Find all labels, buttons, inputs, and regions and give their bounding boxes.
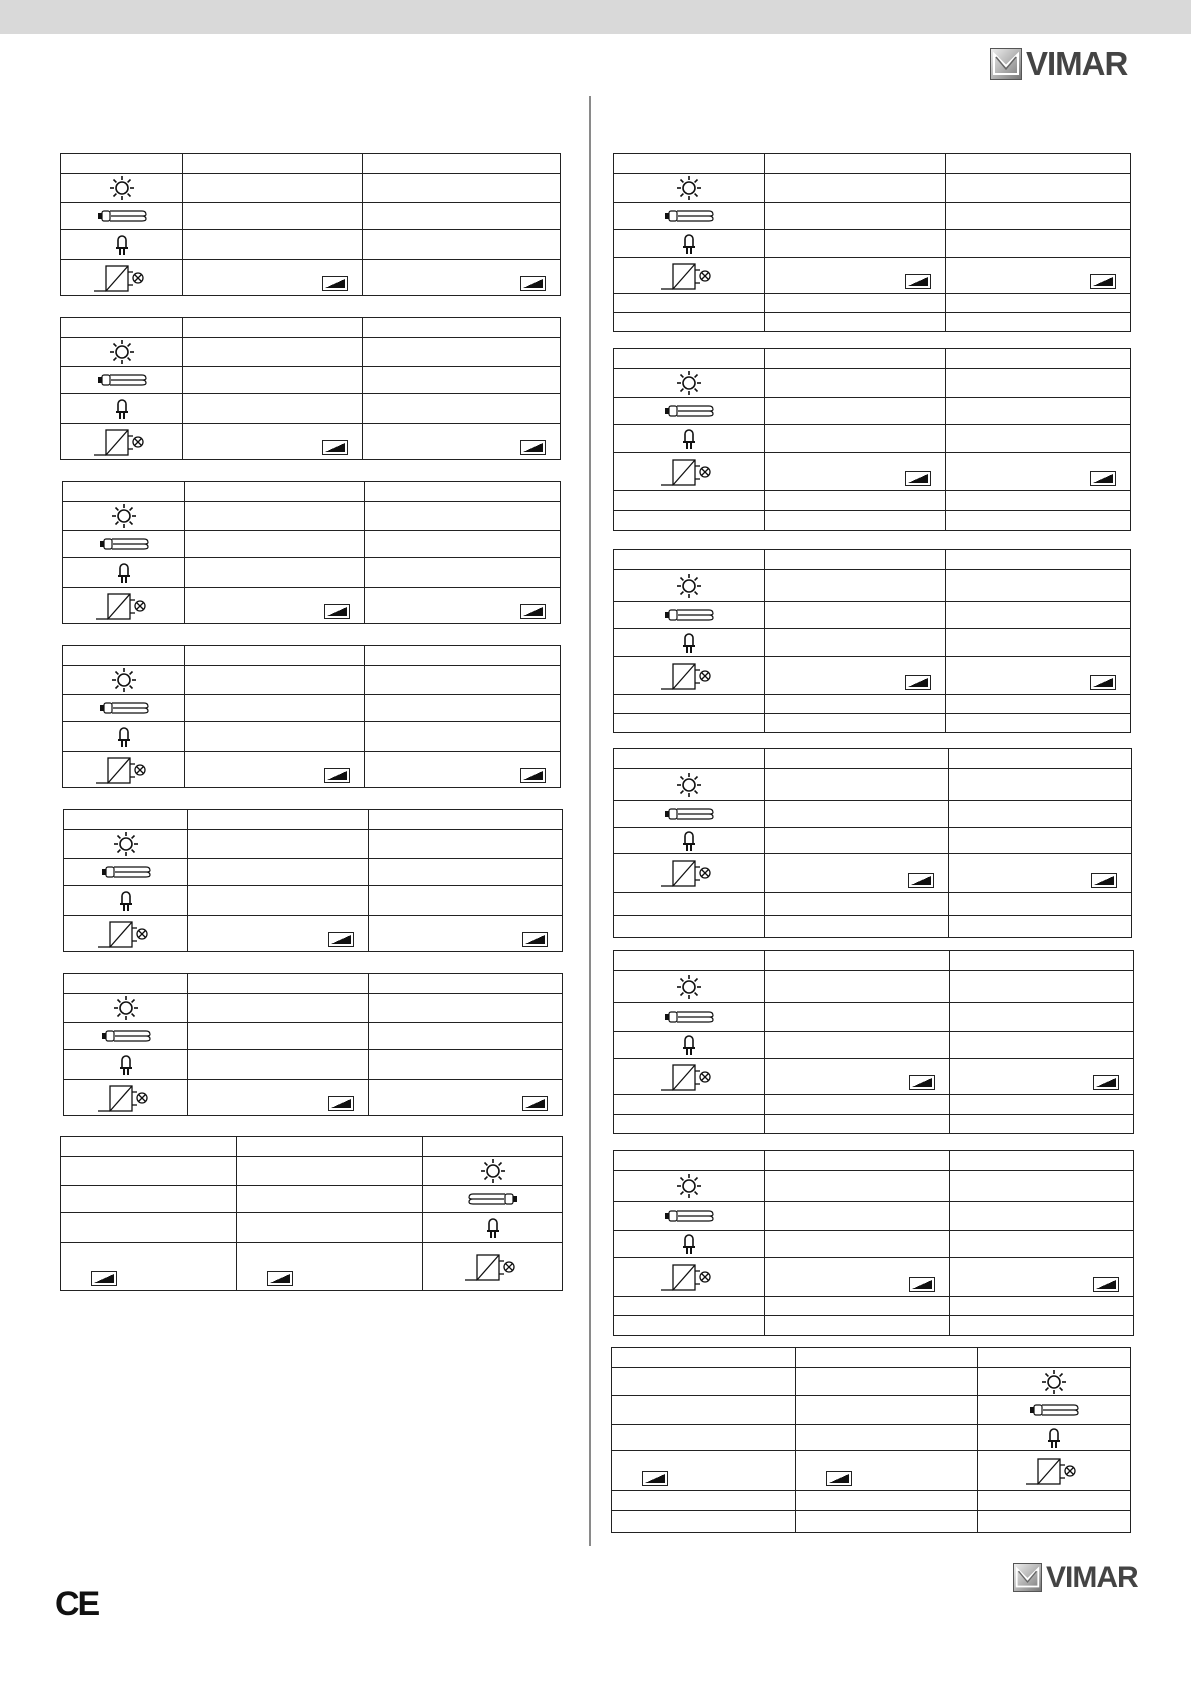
vimar-logo-text: VIMAR [1026, 45, 1128, 82]
transformer-lamp-icon [614, 258, 765, 294]
fluorescent-lamp-icon [63, 695, 185, 722]
transformer-lamp-icon [614, 657, 765, 695]
incandescent-lamp-icon [614, 1171, 765, 1202]
fluorescent-lamp-icon [63, 531, 185, 558]
transformer-lamp-icon [978, 1451, 1131, 1491]
dimmer-icon [905, 675, 931, 690]
halogen-lamp-icon [614, 1032, 765, 1059]
dimmer-icon [520, 440, 546, 455]
dimmer-icon [905, 274, 931, 289]
dimmer-icon [328, 932, 354, 947]
transformer-lamp-icon [614, 453, 765, 491]
fluorescent-lamp-icon [614, 203, 765, 230]
dimmer-icon [324, 768, 350, 783]
transformer-lamp-icon [614, 1258, 765, 1297]
dimmer-icon [324, 604, 350, 619]
transformer-lamp-icon [64, 916, 188, 952]
dimmer-icon [1091, 873, 1117, 888]
dimmer-icon [520, 768, 546, 783]
halogen-lamp-icon [61, 230, 183, 260]
dimmer-icon [328, 1096, 354, 1111]
vimar-logo-mark [990, 48, 1022, 80]
load-table-left-3 [62, 481, 561, 624]
vimar-logo-text: VIMAR [1046, 1561, 1138, 1594]
dimmer-icon [1093, 1277, 1119, 1292]
column-divider [589, 96, 591, 1546]
halogen-lamp-icon [423, 1213, 563, 1243]
halogen-lamp-icon [614, 1231, 765, 1258]
fluorescent-lamp-icon [614, 1003, 765, 1032]
row-transformer [61, 260, 561, 296]
incandescent-lamp-icon [614, 570, 765, 602]
incandescent-lamp-icon [64, 830, 188, 859]
incandescent-lamp-icon [63, 502, 185, 531]
fluorescent-lamp-icon [61, 203, 183, 230]
load-table-left-1 [60, 153, 561, 296]
fluorescent-lamp-icon [614, 398, 765, 425]
top-bar [0, 0, 1191, 34]
dimmer-icon [522, 932, 548, 947]
vimar-logo [990, 45, 1128, 82]
ce-mark: CE [55, 1585, 99, 1623]
row-fluorescent [61, 203, 561, 230]
incandescent-lamp-icon [614, 174, 765, 203]
halogen-lamp-icon [614, 828, 765, 854]
fluorescent-lamp-icon [614, 602, 765, 629]
fluorescent-lamp-icon [423, 1186, 563, 1213]
halogen-lamp-icon [63, 558, 185, 588]
halogen-lamp-icon [64, 886, 188, 916]
incandescent-lamp-icon [61, 338, 183, 367]
dimmer-icon [91, 1271, 117, 1286]
incandescent-lamp-icon [614, 369, 765, 398]
dimmer-icon [522, 1096, 548, 1111]
transformer-lamp-icon [63, 588, 185, 624]
transformer-lamp-icon [423, 1243, 563, 1291]
dimmer-icon [1090, 675, 1116, 690]
transformer-lamp-icon [61, 424, 183, 460]
halogen-lamp-icon [63, 722, 185, 752]
dimmer-icon [322, 276, 348, 291]
dimmer-icon [826, 1471, 852, 1486]
transformer-lamp-icon [614, 1059, 765, 1095]
dimmer-icon [905, 471, 931, 486]
dimmer-icon [267, 1271, 293, 1286]
transformer-lamp-icon [614, 854, 765, 893]
incandescent-lamp-icon [64, 994, 188, 1023]
load-table-right-5 [613, 950, 1134, 1134]
dimmer-icon [642, 1471, 668, 1486]
fluorescent-lamp-icon [978, 1396, 1131, 1425]
dimmer-icon [520, 276, 546, 291]
load-table-left-6 [63, 973, 563, 1116]
incandescent-lamp-icon [63, 666, 185, 695]
fluorescent-lamp-icon [64, 859, 188, 886]
row-halogen [61, 230, 561, 260]
dimmer-icon [909, 1075, 935, 1090]
vimar-logo-mark [1013, 1563, 1042, 1592]
load-table-right-6 [613, 1150, 1134, 1336]
incandescent-lamp-icon [978, 1368, 1131, 1396]
vimar-logo-footer [1013, 1563, 1138, 1592]
dimmer-icon [1090, 471, 1116, 486]
fluorescent-lamp-icon [61, 367, 183, 394]
incandescent-lamp-icon [614, 971, 765, 1003]
fluorescent-lamp-icon [64, 1023, 188, 1050]
load-table-right-3 [613, 549, 1131, 733]
fluorescent-lamp-icon [614, 1202, 765, 1231]
load-table-right-1 [613, 153, 1131, 332]
halogen-lamp-icon [64, 1050, 188, 1080]
dimmer-icon [909, 1277, 935, 1292]
incandescent-lamp-icon [614, 769, 765, 801]
halogen-lamp-icon [61, 394, 183, 424]
dimmer-icon [1090, 274, 1116, 289]
load-table-left-7-reversed [60, 1136, 563, 1291]
incandescent-lamp-icon [423, 1157, 563, 1186]
fluorescent-lamp-icon [614, 801, 765, 828]
dimmer-icon [520, 604, 546, 619]
transformer-lamp-icon [63, 752, 185, 788]
halogen-lamp-icon [614, 425, 765, 453]
halogen-lamp-icon [978, 1425, 1131, 1451]
row-incandescent [61, 174, 561, 203]
load-table-right-4 [613, 748, 1132, 938]
halogen-lamp-icon [614, 629, 765, 657]
dimmer-icon [322, 440, 348, 455]
load-table-left-4 [62, 645, 561, 788]
load-table-right-7-reversed [611, 1347, 1131, 1533]
dimmer-icon [908, 873, 934, 888]
load-table-left-2 [60, 317, 561, 460]
transformer-lamp-icon [61, 260, 183, 296]
halogen-lamp-icon [614, 230, 765, 258]
transformer-lamp-icon [64, 1080, 188, 1116]
load-table-left-5 [63, 809, 563, 952]
incandescent-lamp-icon [61, 174, 183, 203]
load-table-right-2 [613, 348, 1131, 531]
dimmer-icon [1093, 1075, 1119, 1090]
